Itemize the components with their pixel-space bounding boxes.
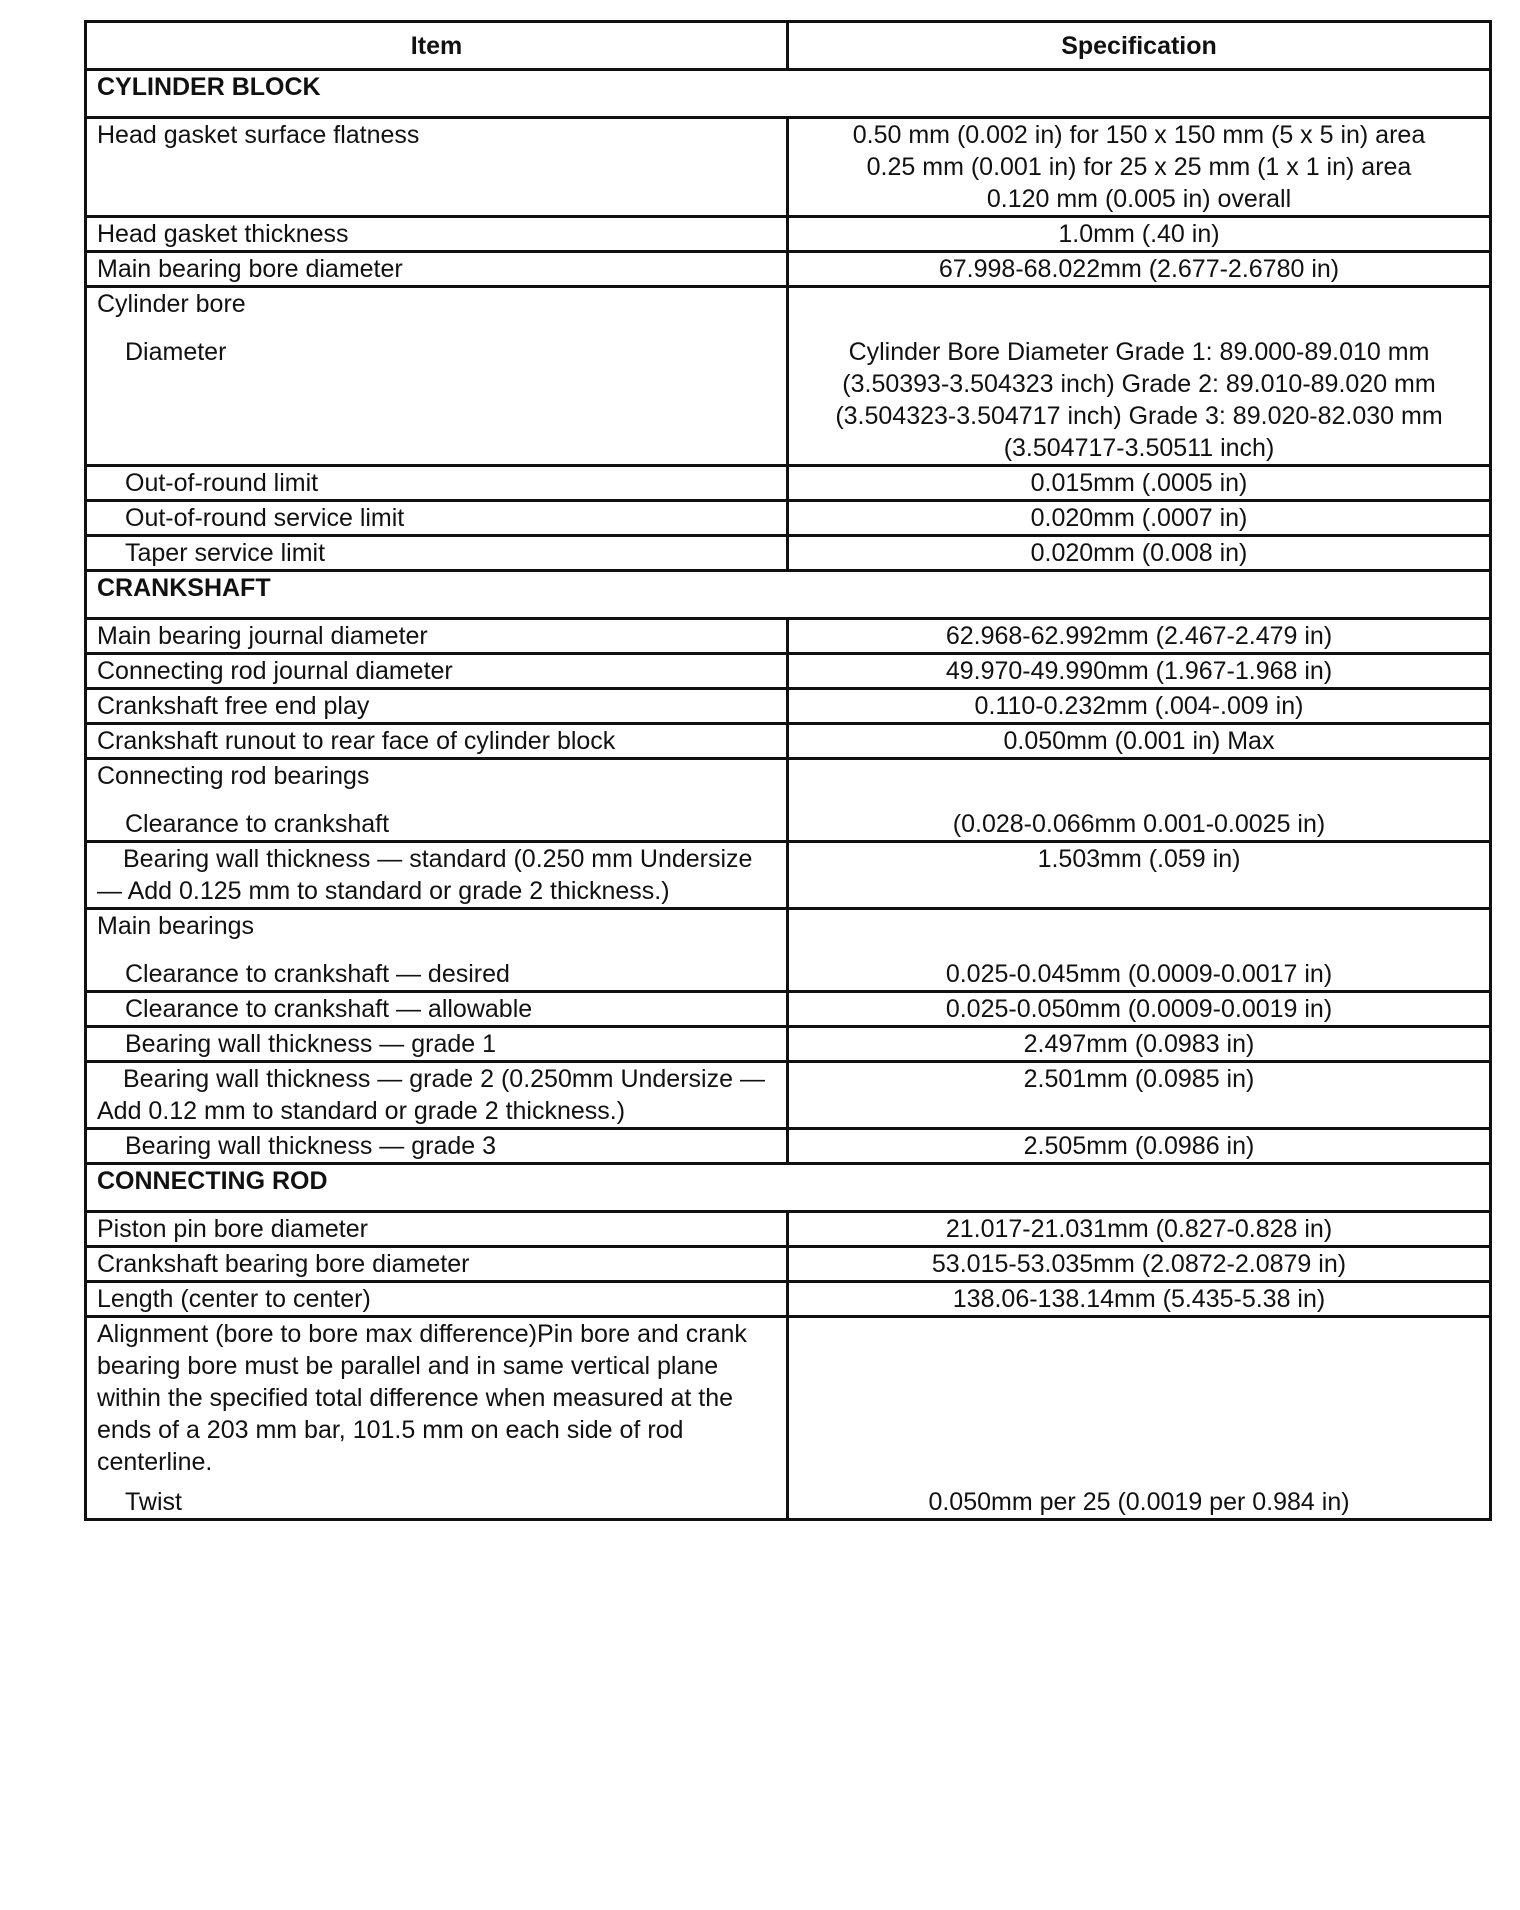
- item-cell: Head gasket surface flatness: [86, 118, 788, 217]
- spec-text: (0.028-0.066mm 0.001-0.0025 in): [952, 810, 1326, 838]
- spec-cell: [788, 1317, 1491, 1520]
- group-label: Main bearings: [97, 912, 255, 940]
- item-cell: Length (center to center): [86, 1282, 788, 1317]
- spec-cell: 0.020mm (0.008 in): [788, 536, 1491, 571]
- table-row: [86, 724, 1491, 759]
- spec-cell: [788, 118, 1491, 217]
- header-row: [86, 22, 1491, 70]
- spec-cell: 53.015-53.035mm (2.0872-2.0879 in): [788, 1247, 1491, 1282]
- spec-line: 0.25 mm (0.001 in) for 25 x 25 mm (1 x 1 in) area: [866, 153, 1412, 181]
- spec-cell: 0.020mm (.0007 in): [788, 501, 1491, 536]
- item-cell: Bearing wall thickness — grade 1: [86, 1027, 788, 1062]
- sub-item-label: Diameter: [125, 338, 227, 366]
- item-column-header: Item: [86, 22, 788, 70]
- table-row: [86, 252, 1491, 287]
- item-cell: [86, 759, 788, 842]
- table-row: [86, 1062, 1491, 1129]
- sub-item-label: Twist: [125, 1488, 182, 1516]
- sub-item-label: Clearance to crankshaft — desired: [125, 960, 510, 988]
- section-row-crankshaft: [86, 571, 1491, 619]
- table-row: [86, 992, 1491, 1027]
- specification-table: [84, 20, 1492, 1521]
- group-label: Cylinder bore: [97, 290, 246, 318]
- item-cell: Out-of-round service limit: [86, 501, 788, 536]
- item-cell: Head gasket thickness: [86, 217, 788, 252]
- spec-line: 0.50 mm (0.002 in) for 150 x 150 mm (5 x 5 in) area: [852, 121, 1426, 149]
- table-row: [86, 118, 1491, 217]
- item-cell: Crankshaft free end play: [86, 689, 788, 724]
- table-row: [86, 1129, 1491, 1164]
- section-title-cylinder-block: CYLINDER BLOCK: [86, 70, 1491, 118]
- spec-cell: 1.503mm (.059 in): [788, 842, 1491, 909]
- section-title-crankshaft: CRANKSHAFT: [86, 571, 1491, 619]
- table-row: [86, 1247, 1491, 1282]
- spec-text: Cylinder Bore Diameter Grade 1: 89.000-89.010 mm (3.50393-3.504323 inch) Grade 2: 89.010-89.020 mm (3.504323-3.504717 inch) Grade 3: 89.020-82.030 mm (3.504717-3.50511 inch): [835, 338, 1443, 462]
- alignment-description: Alignment (bore to bore max difference)Pin bore and crank bearing bore must be parallel and in same vertical plane within the specified total difference when measured at the ends of a 203 mm bar, 101.5 mm on each side of rod centerline.: [97, 1320, 747, 1476]
- table-row: [86, 466, 1491, 501]
- item-cell: [86, 287, 788, 466]
- table-row: [86, 1282, 1491, 1317]
- spec-cell: [788, 909, 1491, 992]
- section-title-connecting-rod: CONNECTING ROD: [86, 1164, 1491, 1212]
- item-cell: Crankshaft runout to rear face of cylinder block: [86, 724, 788, 759]
- spec-line: 0.120 mm (0.005 in) overall: [986, 185, 1292, 213]
- spec-cell: 62.968-62.992mm (2.467-2.479 in): [788, 619, 1491, 654]
- item-cell: Clearance to crankshaft — allowable: [86, 992, 788, 1027]
- item-cell: Taper service limit: [86, 536, 788, 571]
- item-cell: Crankshaft bearing bore diameter: [86, 1247, 788, 1282]
- spec-cell: [788, 287, 1491, 466]
- spec-text: 0.025-0.045mm (0.0009-0.0017 in): [945, 960, 1333, 988]
- spec-cell: 21.017-21.031mm (0.827-0.828 in): [788, 1212, 1491, 1247]
- specification-column-header: Specification: [788, 22, 1491, 70]
- table-row: [86, 536, 1491, 571]
- spec-cell: 0.015mm (.0005 in): [788, 466, 1491, 501]
- spec-cell: 0.110-0.232mm (.004-.009 in): [788, 689, 1491, 724]
- spec-cell: 2.505mm (0.0986 in): [788, 1129, 1491, 1164]
- section-row-cylinder-block: [86, 70, 1491, 118]
- item-cell: Piston pin bore diameter: [86, 1212, 788, 1247]
- spec-cell: [788, 759, 1491, 842]
- spec-cell: 2.497mm (0.0983 in): [788, 1027, 1491, 1062]
- spec-cell: 67.998-68.022mm (2.677-2.6780 in): [788, 252, 1491, 287]
- table-row: [86, 759, 1491, 842]
- table-row: [86, 842, 1491, 909]
- group-label: Connecting rod bearings: [97, 762, 370, 790]
- section-row-connecting-rod: [86, 1164, 1491, 1212]
- table-row: [86, 1027, 1491, 1062]
- table-row: [86, 619, 1491, 654]
- item-cell: [86, 909, 788, 992]
- table-row: [86, 287, 1491, 466]
- spec-cell: 2.501mm (0.0985 in): [788, 1062, 1491, 1129]
- item-cell: Bearing wall thickness — grade 3: [86, 1129, 788, 1164]
- spec-cell: 1.0mm (.40 in): [788, 217, 1491, 252]
- item-cell: Main bearing bore diameter: [86, 252, 788, 287]
- spec-cell: 0.050mm (0.001 in) Max: [788, 724, 1491, 759]
- spec-cell: 49.970-49.990mm (1.967-1.968 in): [788, 654, 1491, 689]
- table-row: [86, 654, 1491, 689]
- spec-text: 0.050mm per 25 (0.0019 per 0.984 in): [928, 1488, 1350, 1516]
- table-row: [86, 909, 1491, 992]
- table-row: [86, 217, 1491, 252]
- item-cell: [86, 1317, 788, 1520]
- table-row: [86, 501, 1491, 536]
- table-row: [86, 1212, 1491, 1247]
- spec-cell: 0.025-0.050mm (0.0009-0.0019 in): [788, 992, 1491, 1027]
- item-cell: Out-of-round limit: [86, 466, 788, 501]
- sub-item-label: Clearance to crankshaft: [125, 810, 390, 838]
- table-row: [86, 1317, 1491, 1520]
- item-cell: Main bearing journal diameter: [86, 619, 788, 654]
- item-cell: Bearing wall thickness — grade 2 (0.250mm Undersize — Add 0.12 mm to standard or grade 2 thickness.): [86, 1062, 788, 1129]
- item-cell: Connecting rod journal diameter: [86, 654, 788, 689]
- item-cell: Bearing wall thickness — standard (0.250 mm Undersize — Add 0.125 mm to standard or grade 2 thickness.): [86, 842, 788, 909]
- spec-cell: 138.06-138.14mm (5.435-5.38 in): [788, 1282, 1491, 1317]
- table-row: [86, 689, 1491, 724]
